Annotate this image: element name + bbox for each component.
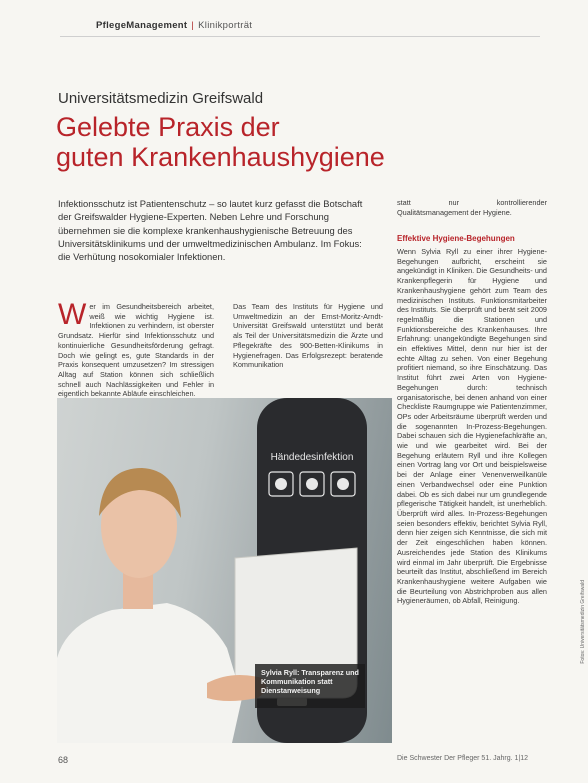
article-title xyxy=(56,112,436,172)
sidebar-credit: Fotos: Universitätsmedizin Greifswald xyxy=(580,580,586,664)
body-column-1 xyxy=(58,298,214,399)
body-column-3-intro: statt nur kontrollierender Qualitätsmanagement der Hygiene. xyxy=(397,198,547,217)
nurse-tunic xyxy=(57,603,242,743)
header-rule xyxy=(60,36,540,37)
running-header xyxy=(96,20,252,31)
body-column-2: Das Team des Instituts für Hygiene und Umweltmedizin an der Ernst-Moritz-Arndt-Universität Greifswald unterstützt und berät als Teil der Universitätsmedizin die Ärzte und Pflegekräfte des 900-Betten-Klinikums in Hygienefragen. Das Erfolgsrezept: beratende Kommunikation xyxy=(233,302,383,370)
hand-icon-2-mark xyxy=(306,478,318,490)
article-kicker: Universitätsmedizin Greifswald xyxy=(58,90,264,107)
header-section: PflegeManagement xyxy=(96,20,188,31)
nurse-neck xyxy=(123,573,153,609)
article-lead: Infektionsschutz ist Patientenschutz – so lautet kurz gefasst die Botschaft der Greifswalder Hygiene-Experten. Neben Lehre und Forschung übernehmen sie die komplexe krankenhaushygienische Betreuung des Universitätsklinikums und der umweltmedizinischen Ambulanz. Im Fokus: die Verhütung nosokomialer Infektionen. xyxy=(58,198,363,263)
body-column-3: Wenn Sylvia Ryll zu einer ihrer Hygiene-Begehungen aufbricht, erscheint sie angekündigt in Kliniken. Die Gesundheits- und Krankenpflegerin für Hygiene und Krankenhaushygiene gehört zum Team des medizinischen Instituts. Funktionsmitarbeiter des Instituts. Sie überprüft und berät seit 2009 regelmäßig die Stationen und Funktionsbereiche des Krankenhauses. Ihre Erfahrung: unangekündigte Begehungen sind ein effektives Mittel, denn nur hier ist der echte Alltag zu sehen. Von einer Begehung profitiert niemand, so ihre Einschätzung. Das Institut führt zwei Arten von Hygiene-Begehungen durch: technisch organisatorische, bei denen anhand von einer Checkliste Raumgruppe wie Patientenzimmer, OPs oder Arbeitsräume überprüft werden und die sogenannten In-Prozess-Begehungen. Dabei schauen sich die Hygienefachkräfte an, wie und wie gearbeitet wird. Bei der Begehung erläutern Ryll und ihre Kollegen einen Vortrag lang vor Ort und beispielsweise bei der Anlage einer Venenverweilkanüle einen Verbandwechsel oder eine Punktion dabei. Ob es sich dabei nur um grundlegende pflegerische Tätigkeit handelt, ist unerheblich. Überprüft wird alles. In-Prozess-Begehungen seien besonders effektiv, berichtet Sylvia Ryll, denn hier zeigen sich Kenntnisse, die sich mit der Zeit eingeschlichen haben können. Ausreichendes jede Station des Klinikums wird einmal im Jahr überprüft. Die Ergebnisse beurteilt das Institut, abschließend im Bereich Krankenhaushygiene weitere Aufgaben wie die Beurteilung von Abstrichproben aus allen Hygieneräumen, ob Abfall, Reinigung. xyxy=(397,247,547,606)
column-1-text: er im Gesundheitsbereich arbeitet, weiß wie wichtig Hygiene ist. Infektionen zu verhindern, ist oberster Grundsatz. Hierfür sind Infektionsschutz und kontinuierliche Gesundheitsförderung gefragt. Doch wie gelingt es, gute Standards in der Praxis konsequent umzusetzen? Im stressigen Alltag auf Station können sich schließlich schnell auch Nachlässigkeiten und Fehler in eigentlich bekannte Abläufe einschleichen. xyxy=(58,302,214,399)
dispenser-sign-text: Händedesinfektion xyxy=(270,452,354,463)
drop-cap: W xyxy=(58,298,87,331)
header-separator: | xyxy=(191,20,195,31)
hand-icon-1-mark xyxy=(275,478,287,490)
page-number: 68 xyxy=(58,755,69,765)
title-line-2: guten Krankenhaushygiene xyxy=(56,142,385,172)
header-subsection: Klinikporträt xyxy=(198,20,253,31)
journal-footer: Die Schwester Der Pfleger 51. Jahrg. 1|12 xyxy=(397,755,528,762)
title-line-1: Gelebte Praxis der xyxy=(56,112,280,142)
photo-caption: Sylvia Ryll: Transparenz und Kommunikation statt Dienstanweisung xyxy=(261,668,359,695)
hand-icon-3-mark xyxy=(337,478,349,490)
article-photo xyxy=(57,398,392,743)
subheading: Effektive Hygiene-Begehungen xyxy=(397,234,515,243)
